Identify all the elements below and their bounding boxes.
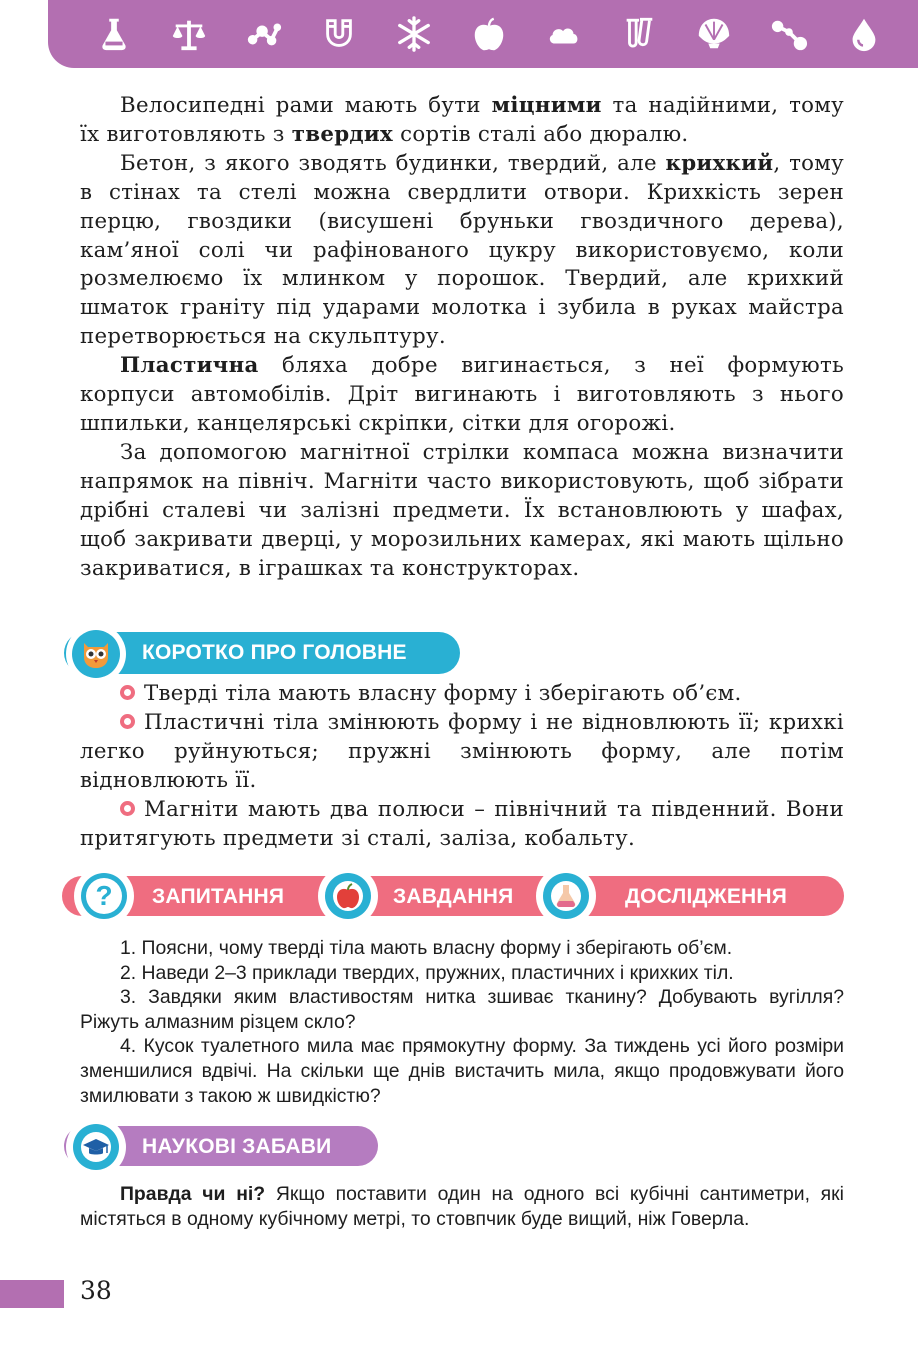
main-text <box>80 92 844 583</box>
bullet-icon <box>120 685 135 700</box>
term-brittle: крихкий <box>665 150 774 176</box>
questions-badge <box>74 866 134 926</box>
task-item: 4. Кусок туалетного мила має прямокутну форму. За тиждень усі його розміри зменшилися вдвічі. На скільки ще днів вистачить мила, якщо продовжувати його змилювати з такою ж швидкістю? <box>80 1035 844 1107</box>
apple-task-icon <box>331 879 365 913</box>
term-strong: міцними <box>491 93 602 118</box>
paragraph-plastic: Пластична бляха добре вигинається, з неї формують корпуси автомобілів. Дріт вигинають і виготовляють з нього шпильки, канцелярські скріпки, сітки для огорожі. <box>80 353 844 436</box>
task-item: 2. Наведи 2–3 приклади твердих, пружних, пластичних і крихких тіл. <box>120 961 734 984</box>
task-item: 3. Завдяки яким властивостям нитка зшиває тканину? Добувають вугілля? Ріжуть алмазним різцем скло? <box>80 986 844 1033</box>
task-item: 1. Поясни, чому тверді тіла мають власну форму і зберігають об’єм. <box>120 937 733 959</box>
research-flask-icon <box>549 879 583 913</box>
bullet-icon <box>120 801 135 816</box>
summary-title: КОРОТКО ПРО ГОЛОВНЕ <box>142 641 407 664</box>
owl-icon <box>79 637 113 671</box>
tasks-list <box>80 936 844 1108</box>
question-mark-icon: ? <box>86 878 122 914</box>
questions-label: ЗАПИТАННЯ <box>152 885 285 908</box>
scales-icon <box>170 15 208 53</box>
research-badge <box>536 866 596 926</box>
fun-title: НАУКОВІ ЗАБАВИ <box>142 1135 332 1158</box>
tasks-badge <box>318 866 378 926</box>
summary-item: Пластичні тіла змінюють форму і не відновлюють її; крихкі легко руйнуються; пружні змінюють форму, але потім відновлюють її. <box>80 709 844 793</box>
molecule-icon <box>245 15 283 53</box>
summary-list <box>80 680 844 853</box>
snowflake-icon <box>395 15 433 53</box>
apple-icon <box>470 15 508 53</box>
summary-badge <box>66 624 126 684</box>
term-plastic: Пластична <box>120 353 259 379</box>
test-tubes-icon <box>620 15 658 53</box>
drop-icon <box>845 15 883 53</box>
bullet-icon <box>120 714 135 729</box>
top-icon-banner <box>48 0 918 68</box>
flask-icon <box>95 15 133 53</box>
research-label: ДОСЛІДЖЕННЯ <box>625 885 788 908</box>
tasks-label: ЗАВДАННЯ <box>393 885 514 908</box>
paragraph-concrete: Бетон, з якого зводять будинки, твердий, але крихкий, тому в стінах та стелі можна свердлити отвори. Крихкість зерен перцю, гвоздики (висушені бруньки гвоздичного дерева), кам’яної солі чи рафінованого цукру використовуємо, коли розмелюємо їх млинком у порошок. Твердий, але крихкий шматок граніту під ударами молотка і зубила в руках майстра перетворюється на скульптуру. <box>80 150 844 350</box>
atoms-icon <box>770 15 808 53</box>
paragraph-bicycle: Велосипедні рами мають бути міцними та надійними, тому їх виготовляють з твердих сортів сталі або дюралю. <box>80 93 844 147</box>
page-footer-bar <box>0 1280 64 1308</box>
cloud-icon <box>545 15 583 53</box>
paragraph-magnets: За допомогою магнітної стрілки компаса можна визначити напрямок на північ. Магніти часто використовують, щоб зібрати дрібні сталеві чи залізні предмети. Їх встановлюють у шафах, щоб закривати дверці, у морозильних камерах, які мають щільно закриватися, в іграшках та конструкторах. <box>80 439 844 581</box>
fun-badge <box>66 1117 126 1177</box>
page-number: 38 <box>80 1276 112 1305</box>
term-hard: твердих <box>291 121 394 147</box>
graduation-cap-icon <box>79 1130 113 1164</box>
fun-text <box>80 1182 844 1231</box>
fun-paragraph: Правда чи ні? Якщо поставити один на одного всі кубічні сантиметри, які містяться в одному кубічному метрі, то стовпчик буде вищий, ніж Говерла. <box>80 1183 844 1230</box>
fun-lead: Правда чи ні? <box>120 1183 266 1205</box>
summary-item: Магніти мають два полюси – північний та південний. Вони притягують предмети зі сталі, заліза, кобальту. <box>80 796 844 851</box>
summary-item: Тверді тіла мають власну форму і зберігають об’єм. <box>80 680 844 709</box>
magnet-icon <box>320 15 358 53</box>
shell-icon <box>695 15 733 53</box>
